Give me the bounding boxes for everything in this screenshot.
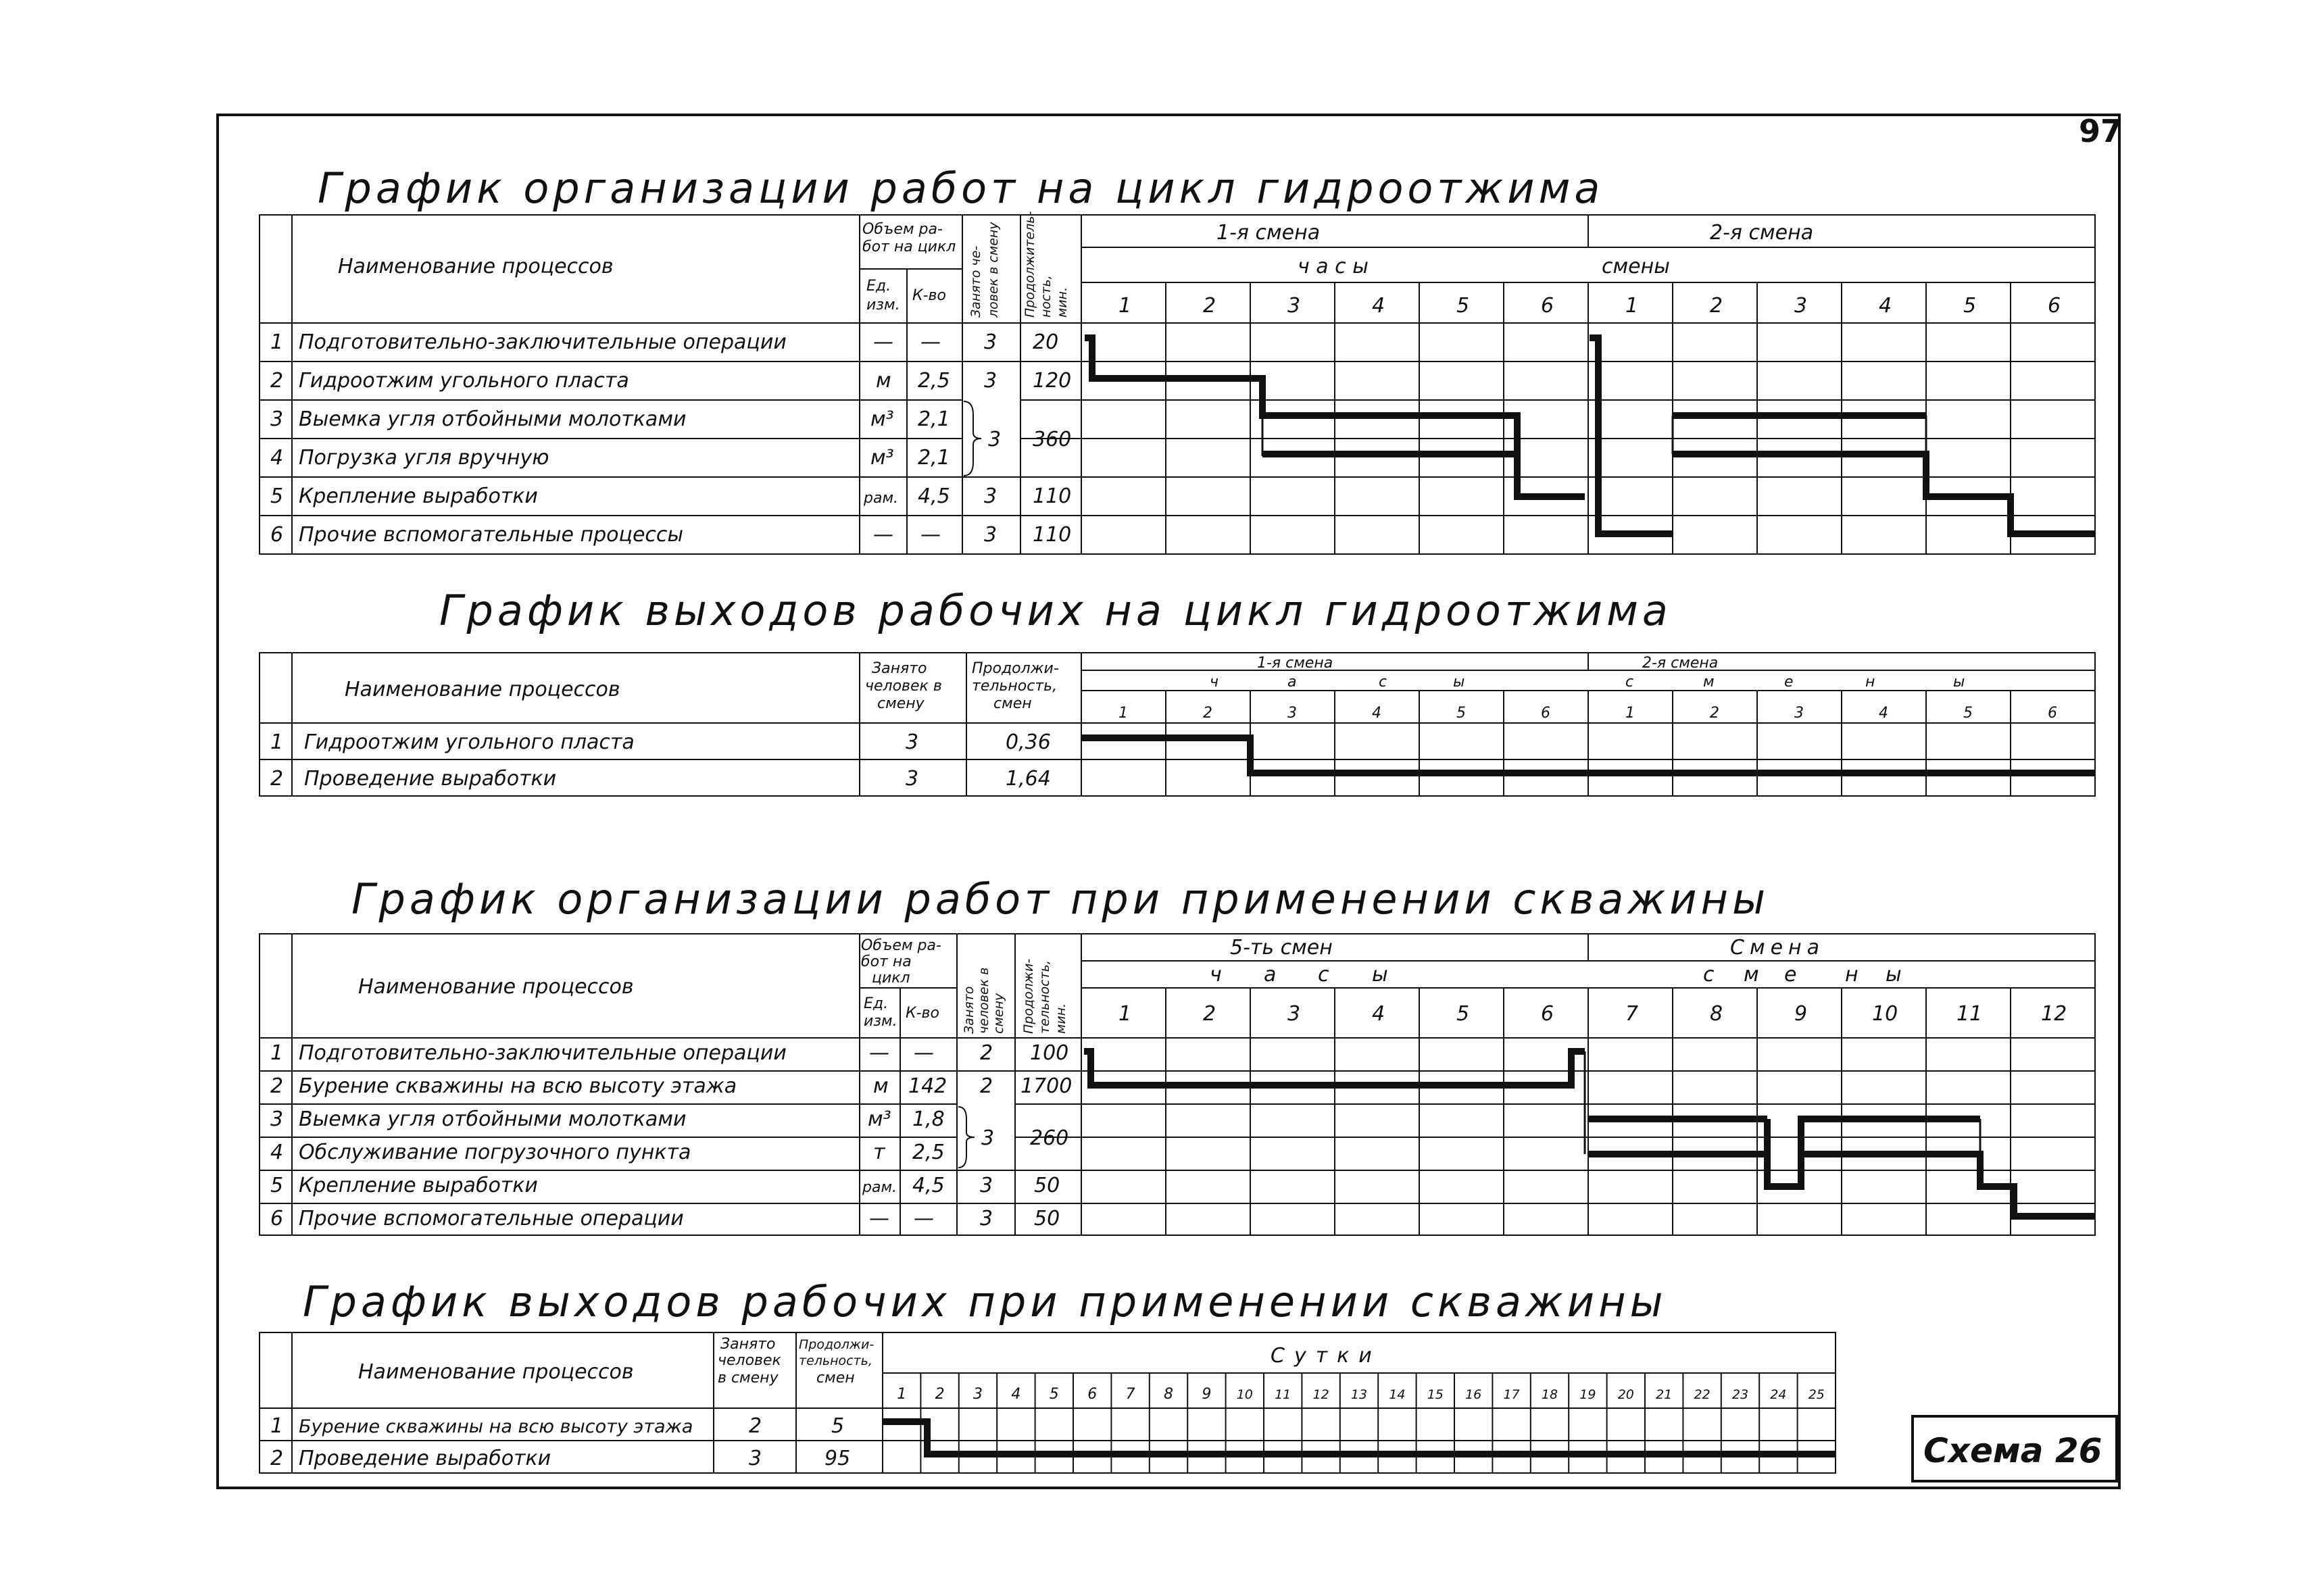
process-name: Проведение выработки: [304, 767, 557, 791]
quantity: 2,1: [918, 407, 950, 431]
process-name: Прочие вспомогательные процессы: [299, 523, 684, 547]
quantity: 2,5: [918, 369, 950, 393]
people: 3: [981, 1126, 995, 1150]
people: 2: [980, 1041, 993, 1065]
shift-letter: м: [1703, 674, 1715, 691]
col-header-people-1: Занято че-: [968, 245, 983, 318]
scheme-label-box: [1913, 1416, 2117, 1481]
unit: м³: [868, 1107, 891, 1131]
unit: рам.: [864, 490, 899, 507]
col-header-volume-2: бот на цикл: [862, 239, 956, 255]
day-col: 17: [1503, 1387, 1520, 1402]
row-number: 1: [270, 330, 284, 354]
col-header-people-1: Занято: [962, 986, 977, 1034]
col-header-people-2: ловек в смену: [986, 222, 1001, 318]
day-col: 15: [1427, 1387, 1444, 1402]
shift-letter: м: [1744, 963, 1759, 987]
shift-2-header: 2-я смена: [1710, 221, 1814, 245]
table-row: [270, 767, 1051, 791]
time-col: 1: [1118, 1002, 1132, 1026]
col-header-people-1: Занято: [720, 1336, 776, 1353]
col-header-name: Наименование процессов: [358, 1360, 634, 1384]
shift-1-header: 1-я смена: [1216, 221, 1321, 245]
table-row: [270, 1447, 850, 1470]
shift-letter: ы: [1886, 963, 1902, 987]
table-row: [270, 1174, 1060, 1197]
time-col: 2: [1710, 705, 1719, 722]
table-row: [270, 330, 1058, 354]
unit: —: [873, 523, 893, 547]
col-header-unit-2: изм.: [866, 297, 900, 314]
duration: 360: [1033, 428, 1072, 451]
process-name: Подготовительно-заключительные операции: [299, 330, 787, 354]
day-col: 6: [1087, 1386, 1098, 1403]
time-col: 9: [1794, 1002, 1808, 1026]
day-column-labels: [897, 1386, 1825, 1403]
process-name: Выемка угля отбойными молотками: [299, 1107, 687, 1131]
row-number: 4: [270, 446, 284, 470]
col-header-unit-1: Ед.: [866, 278, 891, 295]
day-col: 20: [1617, 1387, 1634, 1402]
people: 2: [980, 1074, 993, 1098]
gantt-bar: [1673, 454, 2095, 534]
time-column-labels: [1118, 294, 2061, 318]
row-number: 6: [270, 1207, 284, 1230]
time-col: 11: [1956, 1002, 1983, 1026]
duration: 100: [1030, 1041, 1069, 1065]
row-number: 3: [270, 1107, 284, 1131]
unit: м³: [870, 407, 894, 431]
time-col: 5: [1963, 705, 1973, 722]
hours-letter: с: [1379, 674, 1387, 691]
col-header-unit-2: изм.: [864, 1013, 897, 1030]
col-header-duration-2: тельность,: [799, 1353, 872, 1368]
page-number: 97: [2079, 113, 2123, 149]
table-borehole-workers: [260, 1277, 1836, 1473]
quantity: 4,5: [918, 484, 950, 508]
time-col: 4: [1372, 294, 1385, 318]
people: 3: [988, 428, 1002, 451]
row-number: 2: [270, 369, 284, 393]
days-header: Сутки: [1271, 1344, 1381, 1368]
day-col: 11: [1275, 1387, 1291, 1402]
unit: рам.: [862, 1179, 897, 1196]
row-number: 5: [270, 1174, 284, 1197]
gantt-bars: [1085, 338, 2095, 534]
table-hydro-cycle-work: [260, 164, 2095, 554]
duration: 120: [1033, 369, 1072, 393]
quantity: 4,5: [912, 1174, 945, 1197]
process-name: Погрузка угля вручную: [299, 446, 549, 470]
shift-letter: с: [1625, 674, 1634, 691]
row-number: 3: [270, 407, 284, 431]
unit: м: [876, 369, 891, 393]
people: 3: [984, 330, 998, 354]
time-col: 3: [1287, 1002, 1301, 1026]
unit: м: [873, 1074, 889, 1098]
table-title: График выходов рабочих при применении скважины: [303, 1277, 1667, 1326]
col-header-duration-1: Продолжи-: [972, 660, 1059, 677]
quantity: 2,5: [912, 1141, 945, 1164]
quantity: —: [914, 1207, 934, 1230]
col-header-duration-1: Продолжи-: [799, 1337, 875, 1352]
shift-2-header: Смена: [1730, 936, 1825, 959]
time-col: 3: [1794, 705, 1804, 722]
people: 3: [984, 369, 998, 393]
time-col: 4: [1879, 294, 1892, 318]
day-col: 19: [1579, 1387, 1596, 1402]
time-col: 1: [1118, 705, 1128, 722]
quantity: 1,8: [912, 1107, 945, 1131]
shift-1-header: 5-ть смен: [1230, 936, 1333, 959]
people: 3: [749, 1447, 762, 1470]
duration: 260: [1030, 1126, 1069, 1150]
day-col: 1: [897, 1386, 907, 1403]
duration: 110: [1033, 523, 1072, 547]
scheme-label: Схема 26: [1923, 1431, 2102, 1470]
table-row: [270, 1141, 945, 1164]
shift-letter: ы: [1953, 674, 1965, 691]
col-header-people-3: смену: [877, 695, 925, 712]
time-col: 6: [2048, 294, 2061, 318]
table-title: График организации работ на цикл гидроотжима: [318, 164, 1604, 213]
time-col: 6: [1541, 294, 1554, 318]
time-col: 4: [1372, 705, 1381, 722]
row-number: 2: [270, 1447, 284, 1470]
table-title: График организации работ при применении скважины: [351, 874, 1770, 924]
time-col: 2: [1710, 294, 1723, 318]
time-col: 3: [1794, 294, 1808, 318]
col-header-volume-2: бот на: [861, 953, 912, 970]
people: 3: [980, 1174, 993, 1197]
people: 3: [906, 730, 919, 754]
table-title: График выходов рабочих на цикл гидроотжима: [439, 586, 1672, 635]
process-name: Гидроотжим угольного пласта: [299, 369, 629, 393]
time-col: 6: [1541, 705, 1550, 722]
time-col: 5: [1456, 294, 1470, 318]
col-header-duration-3: смен: [816, 1370, 855, 1387]
table-row: [270, 407, 1071, 451]
duration: 1700: [1020, 1074, 1073, 1098]
shift-letter: е: [1784, 963, 1797, 987]
process-name: Бурение скважины на всю высоту этажа: [299, 1074, 737, 1098]
time-col: 4: [1372, 1002, 1385, 1026]
col-header-duration-3: мин.: [1054, 1003, 1068, 1034]
duration: 50: [1034, 1174, 1060, 1197]
unit: м³: [870, 446, 894, 470]
table-row: [270, 484, 1071, 508]
time-col: 8: [1710, 1002, 1723, 1026]
quantity: 2,1: [918, 446, 950, 470]
col-header-volume-3: цикл: [872, 970, 910, 987]
table-row: [270, 1207, 1060, 1230]
day-col: 12: [1312, 1387, 1329, 1402]
col-header-duration-3: смен: [993, 695, 1032, 712]
row-number: 1: [270, 1041, 284, 1065]
time-col: 12: [2041, 1002, 2067, 1026]
table-row: [270, 1041, 1068, 1065]
table-row: [270, 523, 1071, 547]
time-col: 4: [1879, 705, 1888, 722]
col-header-qty: К-во: [912, 287, 946, 304]
time-col: 5: [1456, 1002, 1470, 1026]
time-col: 2: [1203, 294, 1216, 318]
hours-letter: ч: [1210, 674, 1218, 691]
row-number: 4: [270, 1141, 284, 1164]
col-header-unit-1: Ед.: [864, 995, 889, 1012]
day-col: 8: [1164, 1386, 1173, 1403]
day-col: 21: [1656, 1387, 1673, 1402]
col-header-volume-1: Объем ра-: [861, 937, 941, 954]
time-col: 1: [1625, 294, 1639, 318]
duration: 1,64: [1006, 767, 1051, 791]
table-row: [270, 730, 1051, 754]
time-col: 3: [1287, 705, 1297, 722]
quantity: —: [914, 1041, 934, 1065]
day-col: 7: [1125, 1386, 1135, 1403]
people: 3: [980, 1207, 993, 1230]
col-header-duration-1: Продолжи-: [1021, 958, 1036, 1034]
row-number: 2: [270, 1074, 284, 1098]
time-col: 5: [1456, 705, 1466, 722]
process-name: Крепление выработки: [299, 484, 538, 508]
time-col: 1: [1625, 705, 1635, 722]
col-header-duration-2: тельность,: [972, 678, 1058, 695]
day-col: 2: [935, 1386, 945, 1403]
day-col: 3: [973, 1386, 983, 1403]
hours-letter: с: [1318, 963, 1329, 987]
row-number: 1: [270, 1414, 284, 1438]
unit: —: [873, 330, 893, 354]
process-name: Проведение выработки: [299, 1447, 551, 1470]
row-number: 2: [270, 767, 284, 791]
duration: 50: [1034, 1207, 1060, 1230]
quantity: 142: [908, 1074, 947, 1098]
duration: 20: [1033, 330, 1059, 354]
table-row: [270, 446, 950, 470]
process-name: Бурение скважины на всю высоту этажа: [299, 1416, 693, 1437]
day-col: 10: [1236, 1387, 1253, 1402]
day-col: 16: [1465, 1387, 1482, 1402]
time-col: 3: [1287, 294, 1301, 318]
day-col: 9: [1202, 1386, 1212, 1403]
table-borehole-work: [260, 874, 2095, 1235]
shift-2-header: 2-я смена: [1642, 655, 1719, 672]
hours-letter: ы: [1453, 674, 1465, 691]
shift-1-header: 1-я смена: [1257, 655, 1333, 672]
col-header-duration-3: мин.: [1055, 286, 1070, 318]
brace-rows-3-4: [958, 1107, 975, 1168]
row-number: 5: [270, 484, 284, 508]
gantt-bars: [1084, 1051, 2095, 1216]
col-header-name: Наименование процессов: [358, 975, 634, 999]
time-col: 10: [1872, 1002, 1898, 1026]
row-number: 6: [270, 523, 284, 547]
quantity: —: [920, 330, 941, 354]
gantt-bar: [1590, 338, 1673, 534]
time-col: 1: [1118, 294, 1132, 318]
day-col: 14: [1389, 1387, 1406, 1402]
brace-rows-3-4: [964, 401, 981, 476]
time-col: 7: [1625, 1002, 1639, 1026]
col-header-people-3: в смену: [718, 1370, 779, 1387]
gantt-bars: [883, 1422, 1836, 1454]
quantity: —: [920, 523, 941, 547]
day-col: 23: [1731, 1387, 1749, 1402]
col-header-people-2: человек в: [865, 678, 942, 695]
table-row: [270, 1414, 844, 1438]
people: 3: [984, 484, 998, 508]
time-col: 5: [1963, 294, 1977, 318]
shift-letter: н: [1845, 963, 1858, 987]
people: 3: [906, 767, 919, 791]
process-name: Подготовительно-заключительные операции: [299, 1041, 787, 1065]
process-name: Гидроотжим угольного пласта: [304, 730, 635, 754]
duration: 110: [1033, 484, 1072, 508]
shift-letter: с: [1703, 963, 1715, 987]
table-hydro-cycle-workers: [260, 586, 2095, 796]
people: 2: [749, 1414, 762, 1438]
col-header-people-2: человек: [718, 1352, 781, 1369]
duration: 0,36: [1006, 730, 1051, 754]
col-header-people-3: смену: [991, 993, 1006, 1034]
col-header-volume-1: Объем ра-: [862, 221, 943, 238]
hours-letter: а: [1264, 963, 1277, 987]
duration: 95: [824, 1447, 851, 1470]
shift-letter: н: [1865, 674, 1875, 691]
process-name: Крепление выработки: [299, 1174, 538, 1197]
col-header-duration-2: ность,: [1039, 275, 1054, 318]
day-col: 24: [1770, 1387, 1787, 1402]
time-col: 6: [1541, 1002, 1554, 1026]
day-col: 18: [1541, 1387, 1558, 1402]
shift-letter: е: [1784, 674, 1794, 691]
row-number: 1: [270, 730, 284, 754]
process-name: Прочие вспомогательные операции: [299, 1207, 684, 1230]
col-header-name: Наименование процессов: [338, 255, 614, 278]
col-header-qty: К-во: [906, 1005, 939, 1022]
hours-letter: ч: [1210, 963, 1222, 987]
col-header-duration-1: Продолжитель-: [1023, 211, 1037, 318]
unit: т: [873, 1141, 885, 1164]
duration: 5: [831, 1414, 845, 1438]
process-name: Обслуживание погрузочного пункта: [299, 1141, 691, 1164]
unit: —: [869, 1207, 889, 1230]
time-column-labels: [1118, 1002, 2067, 1026]
day-col: 5: [1049, 1386, 1059, 1403]
col-header-name: Наименование процессов: [345, 678, 620, 701]
time-col: 2: [1203, 1002, 1216, 1026]
gantt-bar: [883, 1422, 1836, 1454]
time-col: 6: [2048, 705, 2057, 722]
people: 3: [984, 523, 998, 547]
day-col: 22: [1694, 1387, 1710, 1402]
unit: —: [869, 1041, 889, 1065]
day-col: 4: [1011, 1386, 1021, 1403]
col-header-duration-2: тельность,: [1037, 960, 1052, 1034]
day-col: 13: [1350, 1387, 1368, 1402]
process-name: Выемка угля отбойными молотками: [299, 407, 687, 431]
table-row: [270, 369, 1071, 393]
col-header-people-1: Занято: [872, 660, 927, 677]
shift-2-sub-header: смены: [1602, 255, 1670, 278]
col-header-people-2: человек в: [977, 967, 991, 1034]
gantt-bar: [1801, 1154, 2095, 1216]
hours-letter: а: [1287, 674, 1297, 691]
hours-header: ч а с ы: [1298, 255, 1369, 278]
hours-letter: ы: [1372, 963, 1388, 987]
day-col: 25: [1808, 1387, 1825, 1402]
table-row: [270, 1074, 1072, 1098]
time-col: 2: [1203, 705, 1212, 722]
